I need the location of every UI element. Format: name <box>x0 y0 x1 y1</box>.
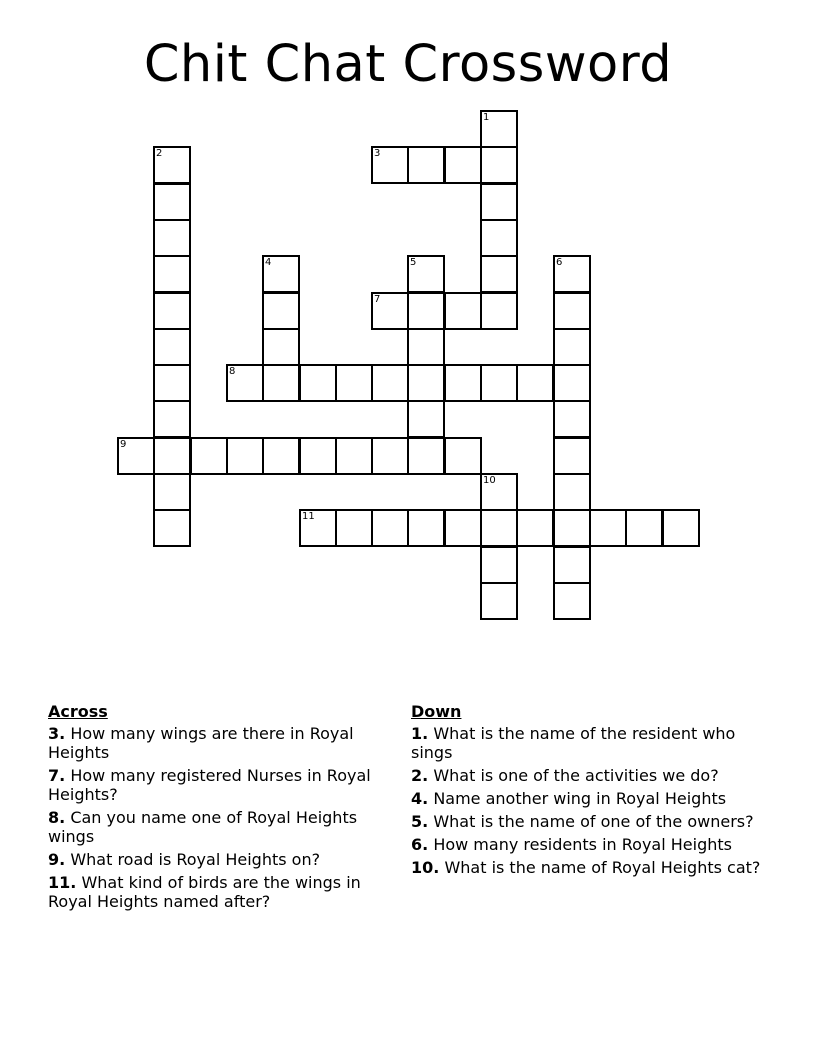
down-clue: 2. What is one of the activities we do? <box>411 766 719 785</box>
grid-cell[interactable] <box>299 437 337 475</box>
grid-cell[interactable] <box>480 255 518 293</box>
grid-cell[interactable] <box>153 328 191 366</box>
across-clue: 9. What road is Royal Heights on? <box>48 850 321 869</box>
across-clue: 3. How many wings are there in Royal Heights <box>48 724 354 762</box>
clue-number: 3 <box>374 148 381 159</box>
grid-cell[interactable] <box>299 364 337 402</box>
down-clue: 1. What is the name of the resident who sings <box>411 724 736 762</box>
grid-cell[interactable] <box>553 255 591 293</box>
clue-number: 7 <box>374 294 381 305</box>
across-clue: 11. What kind of birds are the wings in Royal Heights named after? <box>48 873 361 911</box>
grid-cell[interactable] <box>153 255 191 293</box>
clue-number: 1 <box>483 112 490 123</box>
grid-cell[interactable] <box>662 509 700 547</box>
grid-cell[interactable] <box>153 400 191 438</box>
grid-cell[interactable] <box>444 509 482 547</box>
grid-cell[interactable] <box>553 364 591 402</box>
grid-cell[interactable] <box>262 255 300 293</box>
grid-cell[interactable] <box>480 473 518 511</box>
grid-cell[interactable] <box>371 146 409 184</box>
grid-cell[interactable] <box>153 183 191 221</box>
grid-cell[interactable] <box>153 509 191 547</box>
across-heading: Across <box>48 702 108 721</box>
grid-cell[interactable] <box>226 437 264 475</box>
grid-cell[interactable] <box>589 509 627 547</box>
grid-cell[interactable] <box>153 473 191 511</box>
down-clue: 6. How many residents in Royal Heights <box>411 835 732 854</box>
grid-cell[interactable] <box>407 437 445 475</box>
down-heading: Down <box>411 702 462 721</box>
clue-number: 9 <box>120 439 127 450</box>
clue-number: 10 <box>483 475 496 486</box>
grid-cell[interactable] <box>371 437 409 475</box>
clue-number: 11 <box>302 511 315 522</box>
across-clues <box>48 702 398 915</box>
grid-cell[interactable] <box>262 328 300 366</box>
clue-number: 5 <box>410 257 417 268</box>
grid-cell[interactable] <box>407 400 445 438</box>
grid-cell[interactable] <box>553 509 591 547</box>
grid-cell[interactable] <box>407 255 445 293</box>
grid-cell[interactable] <box>553 473 591 511</box>
across-clue: 8. Can you name one of Royal Heights wings <box>48 808 358 846</box>
grid-cell[interactable] <box>371 509 409 547</box>
clue-number: 8 <box>229 366 236 377</box>
down-clue: 10. What is the name of Royal Heights cat? <box>411 858 761 877</box>
grid-cell[interactable] <box>262 364 300 402</box>
grid-cell[interactable] <box>553 292 591 330</box>
grid-cell[interactable] <box>117 437 155 475</box>
grid-cell[interactable] <box>444 364 482 402</box>
grid-cell[interactable] <box>407 509 445 547</box>
grid-cell[interactable] <box>444 437 482 475</box>
grid-cell[interactable] <box>407 292 445 330</box>
grid-cell[interactable] <box>553 546 591 584</box>
grid-cell[interactable] <box>516 364 554 402</box>
down-clue: 5. What is the name of one of the owners? <box>411 812 754 831</box>
grid-cell[interactable] <box>153 364 191 402</box>
grid-cell[interactable] <box>516 509 554 547</box>
clue-number: 4 <box>265 257 272 268</box>
grid-cell[interactable] <box>553 582 591 620</box>
grid-cell[interactable] <box>553 400 591 438</box>
grid-cell[interactable] <box>480 110 518 148</box>
grid-cell[interactable] <box>480 146 518 184</box>
down-clue: 4. Name another wing in Royal Heights <box>411 789 727 808</box>
grid-cell[interactable] <box>553 328 591 366</box>
grid-cell[interactable] <box>371 292 409 330</box>
grid-cell[interactable] <box>153 146 191 184</box>
grid-cell[interactable] <box>480 183 518 221</box>
grid-cell[interactable] <box>407 328 445 366</box>
grid-cell[interactable] <box>262 437 300 475</box>
grid-cell[interactable] <box>371 364 409 402</box>
grid-cell[interactable] <box>625 509 663 547</box>
grid-cell[interactable] <box>226 364 264 402</box>
grid-cell[interactable] <box>407 146 445 184</box>
grid-cell[interactable] <box>407 364 445 402</box>
grid-cell[interactable] <box>153 219 191 257</box>
across-clue: 7. How many registered Nurses in Royal Heights? <box>48 766 371 804</box>
grid-cell[interactable] <box>262 292 300 330</box>
grid-cell[interactable] <box>480 546 518 584</box>
grid-cell[interactable] <box>480 582 518 620</box>
grid-cell[interactable] <box>335 364 373 402</box>
puzzle-title: Chit Chat Crossword <box>143 35 673 94</box>
grid-cell[interactable] <box>190 437 228 475</box>
grid-cell[interactable] <box>480 509 518 547</box>
grid-cell[interactable] <box>335 437 373 475</box>
clue-number: 2 <box>156 148 163 159</box>
grid-cell[interactable] <box>553 437 591 475</box>
grid-cell[interactable] <box>444 292 482 330</box>
grid-cell[interactable] <box>153 292 191 330</box>
grid-cell[interactable] <box>335 509 373 547</box>
down-clues <box>411 702 761 881</box>
grid-cell[interactable] <box>153 437 191 475</box>
grid-cell[interactable] <box>480 292 518 330</box>
grid-cell[interactable] <box>444 146 482 184</box>
grid-cell[interactable] <box>299 509 337 547</box>
clue-number: 6 <box>556 257 563 268</box>
grid-cell[interactable] <box>480 364 518 402</box>
grid-cell[interactable] <box>480 219 518 257</box>
